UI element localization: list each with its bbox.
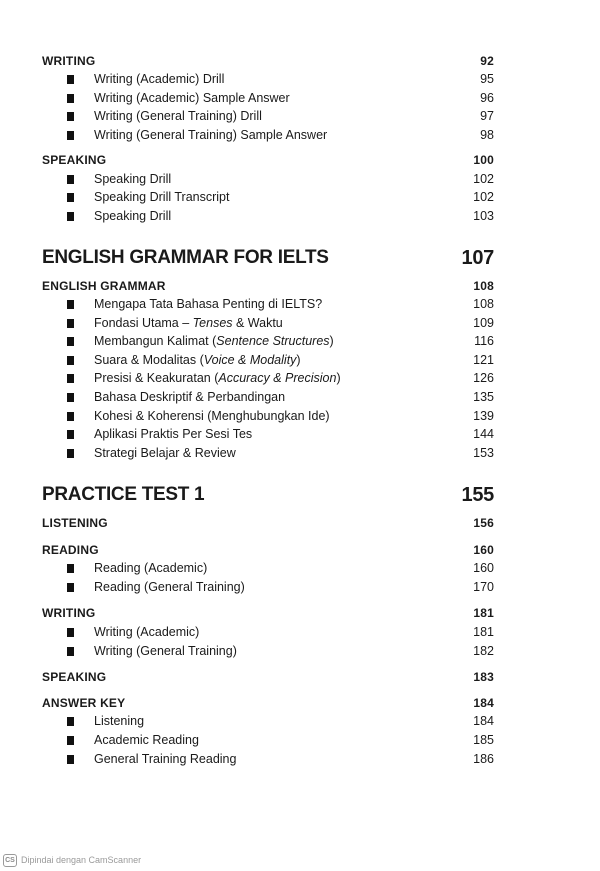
toc-item (67, 444, 494, 462)
toc-section-writing-practice (42, 604, 494, 622)
toc-item (67, 295, 494, 313)
toc-section-writing (42, 52, 494, 70)
toc-section-english-grammar (42, 277, 494, 295)
toc-item (67, 332, 494, 350)
item-label: Listening (94, 714, 145, 728)
item-page: 103 (473, 209, 494, 223)
toc-item (67, 126, 494, 144)
part-title: PRACTICE TEST 1 (42, 484, 205, 505)
toc-item (67, 314, 494, 332)
toc-item (67, 107, 494, 125)
section-label: WRITING (42, 54, 96, 68)
square-bullet-icon (67, 300, 74, 309)
square-bullet-icon (67, 319, 74, 328)
item-page: 181 (473, 625, 494, 639)
toc-item (67, 407, 494, 425)
toc-part-grammar (42, 245, 494, 271)
toc-item (67, 207, 494, 225)
section-page: 156 (473, 516, 494, 530)
toc-section-speaking (42, 151, 494, 169)
square-bullet-icon (67, 736, 74, 745)
square-bullet-icon (67, 430, 74, 439)
toc-item (67, 559, 494, 577)
item-page: 160 (473, 561, 494, 575)
section-label: ANSWER KEY (42, 696, 126, 710)
item-label: Kohesi & Koherensi (Menghubungkan Ide) (94, 409, 330, 423)
square-bullet-icon (67, 75, 74, 84)
section-page: 183 (473, 670, 494, 684)
item-label: Membangun Kalimat (Sentence Structures) (94, 334, 334, 348)
item-page: 144 (473, 427, 494, 441)
item-label: Presisi & Keakuratan (Accuracy & Precision) (94, 371, 341, 385)
square-bullet-icon (67, 755, 74, 764)
item-page: 121 (473, 353, 494, 367)
item-label: Academic Reading (94, 733, 199, 747)
toc-section-listening (42, 514, 494, 532)
square-bullet-icon (67, 412, 74, 421)
section-page: 184 (473, 696, 494, 710)
square-bullet-icon (67, 374, 74, 383)
item-page: 109 (473, 316, 494, 330)
toc-item (67, 623, 494, 641)
item-label: Aplikasi Praktis Per Sesi Tes (94, 427, 253, 441)
toc-item (67, 70, 494, 88)
toc-item (67, 731, 494, 749)
square-bullet-icon (67, 175, 74, 184)
item-page: 96 (480, 91, 494, 105)
toc-section-answer-key (42, 694, 494, 712)
item-label: Speaking Drill (94, 209, 172, 223)
section-page: 108 (473, 279, 494, 293)
toc-item (67, 578, 494, 596)
item-label: Writing (Academic) Drill (94, 72, 225, 86)
item-label: Strategi Belajar & Review (94, 446, 236, 460)
toc-section-speaking-practice (42, 668, 494, 686)
toc-item (67, 642, 494, 660)
square-bullet-icon (67, 212, 74, 221)
item-page: 186 (473, 752, 494, 766)
toc-item (67, 750, 494, 768)
part-page: 107 (461, 246, 494, 269)
section-page: 181 (473, 606, 494, 620)
item-page: 108 (473, 297, 494, 311)
camscanner-logo-icon: CS (3, 854, 17, 867)
item-label: Speaking Drill (94, 172, 172, 186)
square-bullet-icon (67, 628, 74, 637)
toc-item (67, 425, 494, 443)
item-label: Speaking Drill Transcript (94, 190, 230, 204)
square-bullet-icon (67, 94, 74, 103)
item-label: Suara & Modalitas (Voice & Modality) (94, 353, 301, 367)
item-page: 153 (473, 446, 494, 460)
watermark-text: Dipindai dengan CamScanner (21, 855, 142, 865)
toc-item (67, 351, 494, 369)
square-bullet-icon (67, 647, 74, 656)
toc-item (67, 369, 494, 387)
item-page: 98 (480, 128, 494, 142)
square-bullet-icon (67, 583, 74, 592)
item-label: Reading (Academic) (94, 561, 208, 575)
square-bullet-icon (67, 131, 74, 140)
square-bullet-icon (67, 393, 74, 402)
item-page: 182 (473, 644, 494, 658)
toc-section-reading (42, 541, 494, 559)
item-label: Writing (General Training) Sample Answer (94, 128, 328, 142)
item-label: General Training Reading (94, 752, 237, 766)
section-label: SPEAKING (42, 153, 107, 167)
square-bullet-icon (67, 356, 74, 365)
square-bullet-icon (67, 337, 74, 346)
item-page: 185 (473, 733, 494, 747)
section-label: ENGLISH GRAMMAR (42, 279, 166, 293)
square-bullet-icon (67, 112, 74, 121)
section-page: 160 (473, 543, 494, 557)
section-page: 92 (480, 54, 494, 68)
toc-item (67, 170, 494, 188)
section-label: READING (42, 543, 99, 557)
square-bullet-icon (67, 449, 74, 458)
toc-item (67, 712, 494, 730)
section-label: LISTENING (42, 516, 108, 530)
item-page: 95 (480, 72, 494, 86)
item-page: 184 (473, 714, 494, 728)
item-page: 102 (473, 190, 494, 204)
item-label: Reading (General Training) (94, 580, 245, 594)
item-page: 139 (473, 409, 494, 423)
item-page: 102 (473, 172, 494, 186)
section-label: SPEAKING (42, 670, 107, 684)
section-page: 100 (473, 153, 494, 167)
toc-part-practice-test (42, 482, 494, 508)
part-page: 155 (461, 483, 494, 506)
item-label: Writing (General Training) (94, 644, 237, 658)
item-page: 116 (474, 334, 494, 348)
item-page: 126 (473, 371, 494, 385)
scanner-watermark (3, 853, 141, 867)
item-label: Writing (Academic) (94, 625, 200, 639)
toc-item (67, 89, 494, 107)
item-label: Writing (General Training) Drill (94, 109, 262, 123)
toc-item (67, 388, 494, 406)
toc-item (67, 188, 494, 206)
item-label: Bahasa Deskriptif & Perbandingan (94, 390, 286, 404)
square-bullet-icon (67, 564, 74, 573)
item-page: 97 (480, 109, 494, 123)
item-label: Mengapa Tata Bahasa Penting di IELTS? (94, 297, 323, 311)
part-title: ENGLISH GRAMMAR FOR IELTS (42, 247, 329, 268)
square-bullet-icon (67, 717, 74, 726)
section-label: WRITING (42, 606, 96, 620)
item-page: 135 (473, 390, 494, 404)
item-page: 170 (473, 580, 494, 594)
item-label: Fondasi Utama – Tenses & Waktu (94, 316, 283, 330)
square-bullet-icon (67, 193, 74, 202)
item-label: Writing (Academic) Sample Answer (94, 91, 290, 105)
